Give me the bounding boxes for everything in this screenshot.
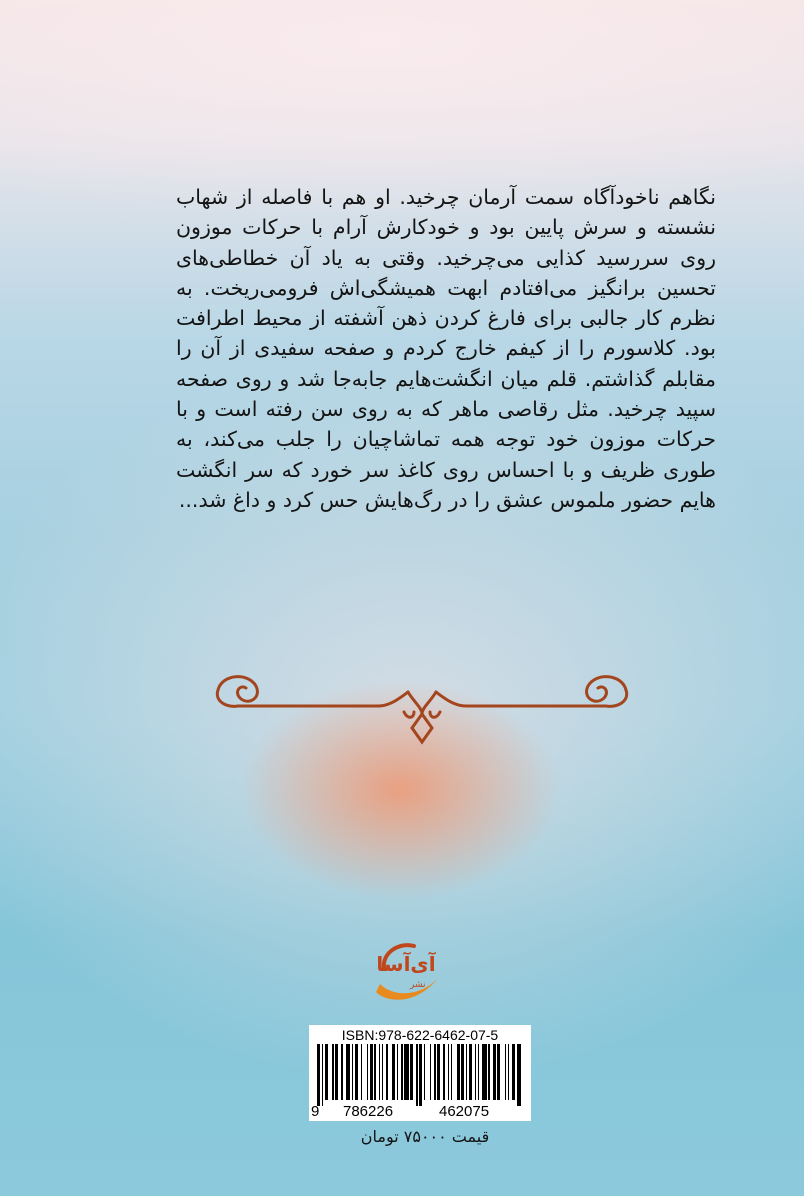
publisher-logo	[370, 938, 442, 1008]
barcode-bar	[475, 1044, 477, 1100]
ornament-divider	[208, 668, 636, 750]
barcode-bar	[379, 1044, 381, 1100]
barcode-bar	[397, 1044, 399, 1100]
barcode-bar	[325, 1044, 328, 1100]
barcode-bar	[443, 1044, 445, 1100]
barcode-bar	[469, 1044, 472, 1100]
barcode-right-digits: 462075	[439, 1103, 490, 1120]
barcode-lead-digit: 9	[311, 1103, 320, 1120]
barcode-bar	[478, 1044, 480, 1100]
barcode-bar	[517, 1044, 522, 1106]
price-text: قیمت ۷۵۰۰۰ تومان	[360, 1127, 490, 1146]
barcode-bar	[392, 1044, 395, 1100]
blurb-text: نگاهم ناخودآگاه سمت آرمان چرخید. او هم با فاصله از شهاب نشسته و سرش پایین بود و خودکارش آرام با حرکات موزون روی سررسید کذایی می‌چرخید. وقتی به یاد آن خطاطی‌های تحسین برانگیز می‌افتادم ابهت همیشگی‌اش فرومی‌ریخت. به نظرم کار جالبی برای فارغ کردن ذهن آشفته از محیط اطرافت بود. کلاسورم را از کیفم خارج کردم و صفحه سفیدی از آن را مقابلم گذاشتم. قلم میان انگشت‌هایم جابه‌جا شد و روی صفحه سپید چرخید. مثل رقاصی ماهر که به روی سن رفته است و با حرکات موزون خود توجه همه تماشاچیان را جلب می‌کند، به طوری ظریف و با احساس روی کاغذ سر خورد که سر انگشت هایم حضور ملموس عشق را در رگ‌هایش حس کرد و داغ شد...	[176, 185, 716, 512]
barcode-bar	[374, 1044, 376, 1100]
barcode-bars	[315, 1044, 525, 1100]
barcode-bar	[322, 1044, 324, 1106]
barcode-bar	[416, 1044, 418, 1106]
barcode-bar	[341, 1044, 343, 1100]
barcode-bar	[424, 1044, 426, 1100]
barcode-bar	[461, 1044, 464, 1100]
barcode-bar	[352, 1044, 354, 1100]
logo-text: آی‌آسا	[376, 952, 436, 976]
barcode-bar	[482, 1044, 487, 1100]
barcode-bar	[419, 1044, 422, 1106]
barcode-bar	[512, 1044, 515, 1100]
barcode-bar	[410, 1044, 413, 1100]
barcode-bar	[457, 1044, 460, 1100]
barcode-bar	[367, 1044, 369, 1100]
isbn-label: ISBN:978-622-6462-07-5	[341, 1027, 499, 1043]
barcode-bar	[493, 1044, 496, 1100]
barcode-bar	[355, 1044, 358, 1100]
barcode-bar	[508, 1044, 510, 1100]
barcode-bar	[430, 1044, 432, 1100]
barcode-bar	[497, 1044, 500, 1100]
barcode-bar	[332, 1044, 334, 1100]
barcode-bar	[346, 1044, 351, 1100]
barcode-bar	[370, 1044, 373, 1100]
barcode-bar	[382, 1044, 384, 1100]
logo-subtext: نشر	[410, 980, 426, 990]
barcode-bar	[317, 1044, 320, 1106]
barcode-bar	[466, 1044, 468, 1100]
barcode-bar	[488, 1044, 490, 1100]
barcode-bar	[437, 1044, 440, 1100]
barcode-bar	[335, 1044, 338, 1100]
barcode-left-digits: 786226	[343, 1103, 394, 1120]
barcode-bar	[404, 1044, 409, 1100]
barcode-bar	[386, 1044, 388, 1100]
barcode-bar	[448, 1044, 450, 1100]
barcode	[309, 1025, 531, 1121]
barcode-bar	[451, 1044, 453, 1100]
barcode-bar	[361, 1044, 363, 1100]
barcode-bar	[434, 1044, 436, 1100]
barcode-bar	[505, 1044, 507, 1100]
barcode-bar	[401, 1044, 403, 1100]
